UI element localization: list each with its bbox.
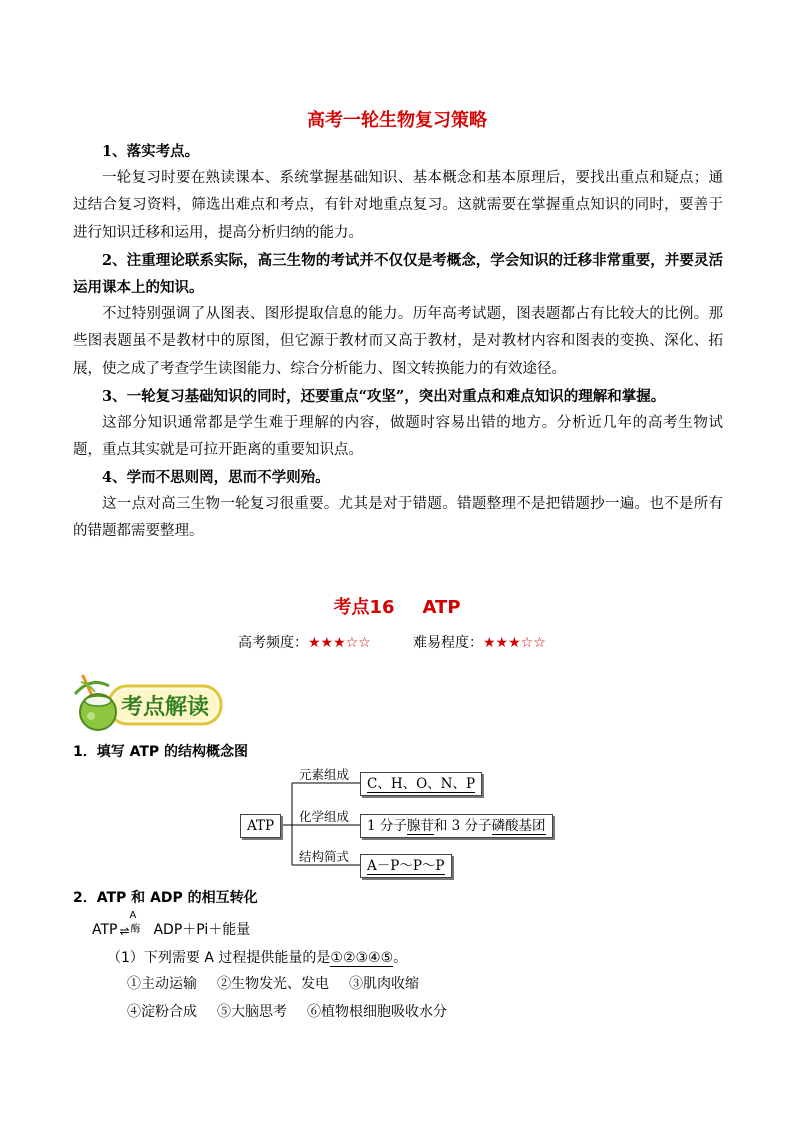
strategy-3-body: 这部分知识通常都是学生难于理解的内容，做题时容易出错的地方。分析近几年的高考生物试题，重点其实就是可拉开距离的重要知识点。 — [73, 415, 723, 459]
question-2-heading: 2．ATP 和 ADP 的相互转化 — [73, 890, 258, 906]
sub-question-1-answer: ①②③④⑤ — [330, 950, 394, 966]
strategy-2-heading: 2、注重理论联系实际，高三生物的考试并不仅仅是考概念，学会知识的迁移非常重要，并要灵活运用课本上的知识。 — [73, 252, 723, 297]
section-title — [0, 593, 794, 619]
difficulty-level: 难易程度：★★★☆☆ — [413, 635, 546, 651]
branch-formula-label: 结构简式 — [299, 849, 350, 864]
coconut-drink-icon — [73, 672, 225, 734]
difficulty-stars-filled: ★★★ — [483, 635, 521, 651]
choice-4: ④淀粉合成 — [127, 1004, 197, 1020]
badge-label: 考点解读 — [120, 695, 210, 720]
strategy-4-body: 这一点对高三生物一轮复习很重要。尤其是对于错题。错题整理不是把错题抄一遍。也不是所有的错题都需要整理。 — [73, 496, 723, 540]
choice-2: ②生物发光、发电 — [217, 976, 329, 992]
section-number: 考点16 — [333, 597, 395, 618]
exam-frequency: 高考频度：★★★☆☆ — [238, 635, 371, 651]
difficulty-stars-empty: ☆☆ — [520, 635, 546, 651]
atp-root-box: ATP — [240, 814, 281, 838]
question-1-heading: 1．填写 ATP 的结构概念图 — [73, 744, 249, 760]
atp-adp-equation: ATP A 酶 ⇌ ADP＋Pi＋能量 — [92, 910, 251, 938]
choices-row-1 — [127, 970, 419, 998]
choice-5: ⑤大脑思考 — [217, 1004, 287, 1020]
strategy-3-heading: 3、一轮复习基础知识的同时，还要重点“攻坚”，突出对重点和难点知识的理解和掌握。 — [102, 388, 666, 405]
strategy-4-heading: 4、学而不思则罔，思而不学则殆。 — [102, 469, 330, 486]
branch-elements-box: C、H、O、N、P — [360, 772, 482, 796]
branch-formula-box: A－P～P～P — [360, 854, 452, 878]
branch-composition-label: 化学组成 — [299, 809, 350, 824]
frequency-stars-empty: ☆☆ — [345, 635, 371, 651]
strategy-2-body: 不过特别强调了从图表、图形提取信息的能力。历年高考试题，图表题都占有比较大的比例。那些图表题虽不是教材中的原图，但它源于教材而又高于教材，是对教材内容和图表的变换、深化、拓展，使之成了考查学生读图能力、综合分析能力、图文转换能力的有效途径。 — [73, 306, 723, 377]
choices-row-2 — [127, 998, 447, 1026]
choice-1: ①主动运输 — [127, 976, 197, 992]
page-title: 高考一轮生物复习策略 — [307, 110, 487, 131]
strategy-1-heading: 1、落实考点。 — [102, 143, 200, 160]
branch-composition-box: 1 分子腺苷和 3 分子磷酸基团 — [360, 814, 553, 838]
reversible-arrow: A 酶 ⇌ — [119, 910, 141, 938]
frequency-stars-filled: ★★★ — [308, 635, 346, 651]
branch-elements-label: 元素组成 — [299, 767, 350, 782]
strategy-1-body: 一轮复习时要在熟读课本、系统掌握基础知识、基本概念和基本原理后，要找出重点和疑点；通过结合复习资料，筛选出难点和考点，有针对地重点复习。这就需要在掌握重点知识的同时，要善于进行知识迁移和运用，提高分析归纳的能力。 — [73, 170, 723, 241]
sub-question-1: （1）下列需要 A 过程提供能量的是①②③④⑤。 — [107, 950, 408, 966]
section-topic: ATP — [422, 597, 461, 618]
section-badge — [73, 672, 225, 734]
choice-3: ③肌肉收缩 — [349, 976, 419, 992]
choice-6: ⑥植物根细胞吸收水分 — [307, 1004, 447, 1020]
